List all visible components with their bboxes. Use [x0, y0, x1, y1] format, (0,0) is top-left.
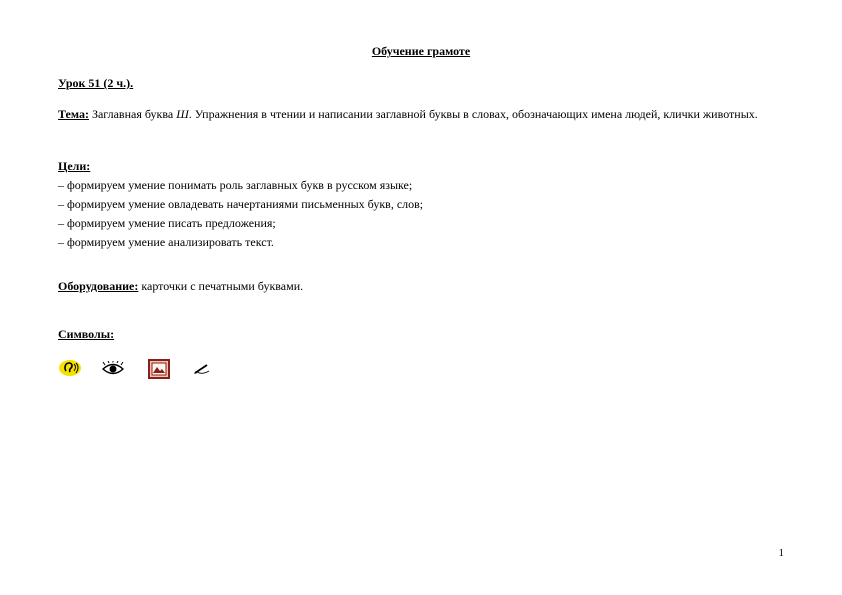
pen-icon [192, 362, 212, 376]
goals-section [58, 157, 758, 252]
lesson-heading: Урок 51 (2 ч.). [58, 76, 134, 90]
symbols-label: Символы: [58, 327, 115, 341]
goal-item: – формируем умение понимать роль заглавных букв в русском языке; [58, 178, 413, 192]
page-number: 1 [778, 547, 784, 559]
goals-label: Цели: [58, 159, 91, 173]
topic-letter: Ш [176, 107, 189, 121]
topic-text-before: Заглавная буква [88, 107, 177, 121]
eye-icon [102, 361, 124, 377]
goal-item: – формируем умение анализировать текст. [58, 235, 274, 249]
goal-item: – формируем умение овладевать начертаниями письменных букв, слов; [58, 197, 424, 211]
topic-text-after: . Упражнения в чтении и написании заглавной буквы в словах, обозначающих имена людей, клички животных. [188, 107, 758, 121]
equipment-label: Оборудование: [58, 279, 139, 293]
equipment-text: карточки с печатными буквами. [138, 279, 304, 293]
symbols-row [58, 358, 228, 380]
picture-icon [148, 359, 170, 379]
document-title: Обучение грамоте [371, 44, 471, 58]
goal-item: – формируем умение писать предложения; [58, 216, 276, 230]
topic-paragraph [58, 105, 758, 124]
topic-label: Тема: [58, 107, 89, 121]
ear-icon [58, 358, 82, 378]
equipment-paragraph [58, 277, 758, 296]
